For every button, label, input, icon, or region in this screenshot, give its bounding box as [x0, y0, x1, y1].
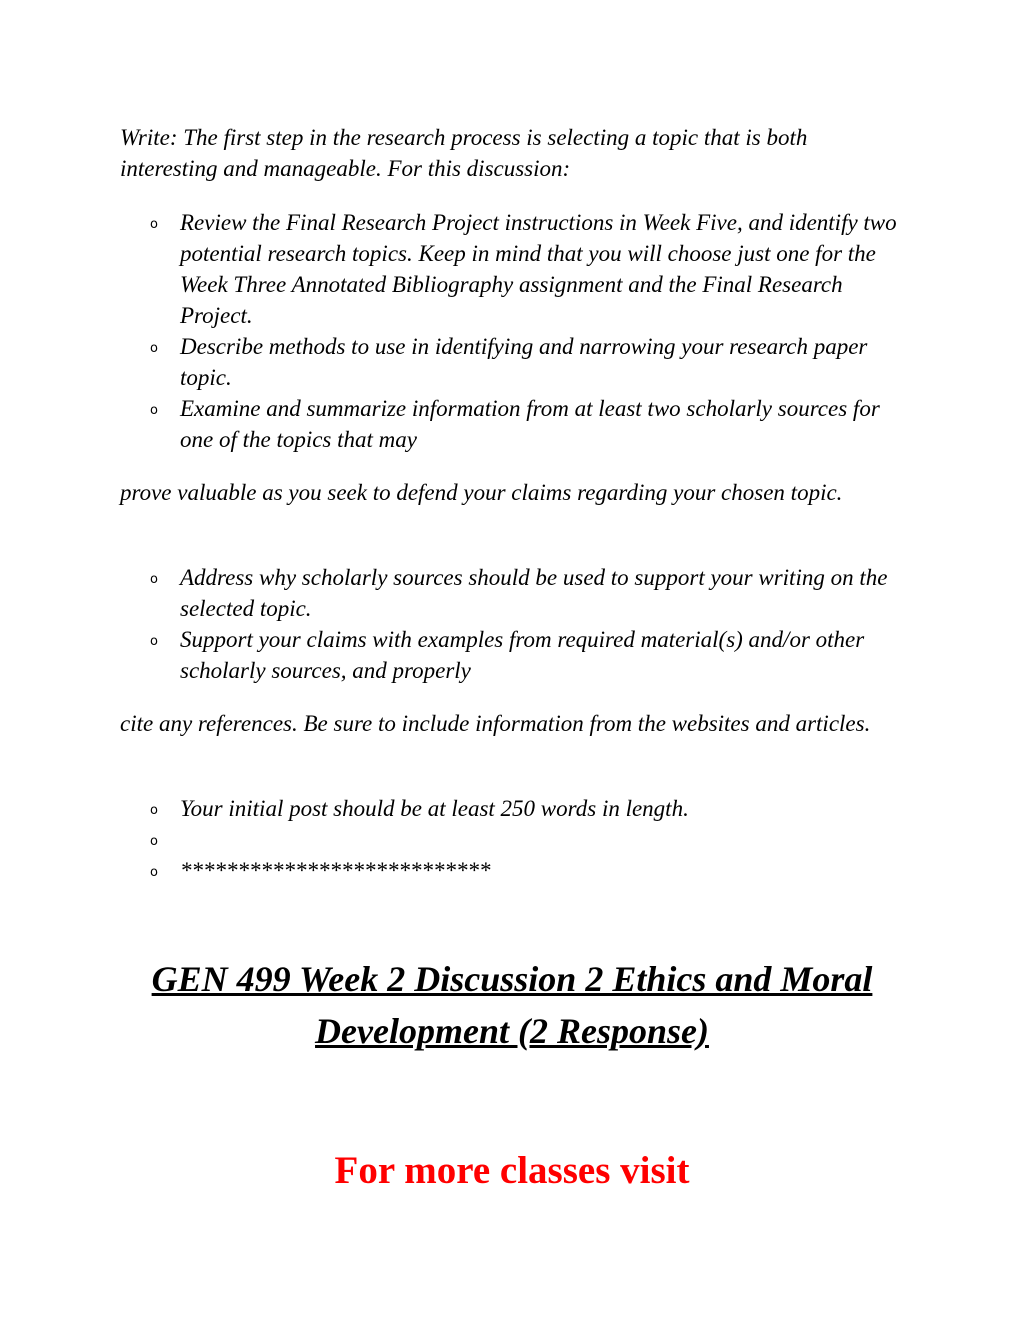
course-heading: GEN 499 Week 2 Discussion 2 Ethics and Moral Development (2 Response) — [151, 959, 873, 1051]
list-item — [0, 393, 900, 455]
list-item-text: Address why scholarly sources should be used to support your writing on the selected topic. — [180, 565, 888, 621]
bullet-icon: o — [150, 834, 158, 849]
more-classes-callout: For more classes visit — [334, 1149, 690, 1192]
list-item — [0, 331, 900, 393]
continuation-paragraph-1: prove valuable as you seek to defend your claims regarding your chosen topic. — [120, 480, 843, 505]
instruction-list-1 — [0, 207, 1024, 455]
intro-paragraph: Write: The first step in the research process is selecting a topic that is both interesting and manageable. For this discussion: — [120, 125, 808, 181]
bullet-icon: o — [150, 865, 158, 880]
instruction-list-3 — [0, 793, 1024, 886]
list-item — [0, 793, 900, 824]
bullet-icon: o — [150, 634, 158, 649]
list-item-text: Describe methods to use in identifying and narrowing your research paper topic. — [180, 334, 868, 390]
list-item-text: *************************** — [180, 858, 491, 883]
bullet-icon: o — [150, 403, 158, 418]
list-item — [0, 562, 900, 624]
bullet-icon: o — [150, 341, 158, 356]
list-item-text: Examine and summarize information from at least two scholarly sources for one of the topics that may — [180, 396, 880, 452]
bullet-icon: o — [150, 803, 158, 818]
list-item-text: Review the Final Research Project instructions in Week Five, and identify two potential research topics. Keep in mind that you will choose just one for the Week Three Annotated Bibliography assignment and the Final Research Project. — [180, 210, 897, 328]
list-item-text: Support your claims with examples from required material(s) and/or other scholarly sources, and properly — [180, 627, 865, 683]
list-item-text — [180, 824, 900, 855]
list-item — [0, 624, 900, 686]
list-item-text: Your initial post should be at least 250 words in length. — [180, 796, 689, 821]
bullet-icon: o — [150, 217, 158, 232]
list-item — [0, 855, 900, 886]
instruction-list-2 — [0, 562, 1024, 686]
list-item — [0, 824, 900, 855]
continuation-paragraph-2: cite any references. Be sure to include information from the websites and articles. — [120, 711, 871, 736]
bullet-icon: o — [150, 572, 158, 587]
list-item — [0, 207, 900, 331]
